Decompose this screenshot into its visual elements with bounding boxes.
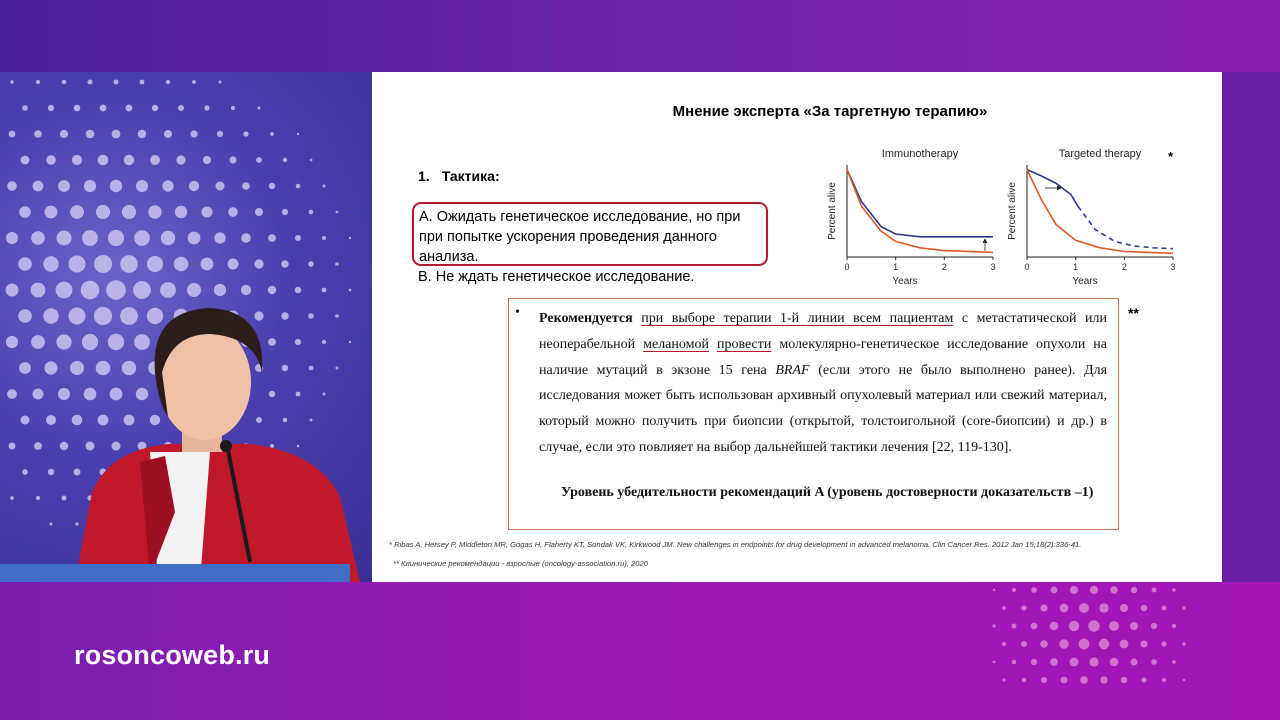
decor-dot [1040, 604, 1047, 611]
x-tick-label: 0 [844, 262, 850, 272]
option-a-box [412, 202, 768, 266]
x-axis-label: Years [1072, 276, 1098, 287]
decor-dot [1152, 588, 1157, 593]
decor-dot [1022, 678, 1027, 683]
decor-dot [1182, 642, 1185, 645]
decor-dot [1162, 606, 1167, 611]
decor-dot [1151, 623, 1157, 629]
recommendation-box [508, 298, 1119, 530]
rec-text: (если этого не было выполнено ранее). Для исследования может быть использован архивный опухолевый материал или свежий материал, который можно получить при биопсии (открытой, толстоигольной (core-биопсии) и др.) в случае, если это повлияет на выбор дальнейшей тактики лечения [22, 119-130]. [539, 362, 1108, 455]
decor-dot [1141, 605, 1148, 612]
decor-dot [1002, 642, 1006, 646]
bullet: • [515, 305, 520, 320]
decor-dot [1130, 658, 1137, 665]
decor-dot [1069, 621, 1079, 631]
site-brand[interactable]: rosoncoweb.ru [74, 640, 271, 670]
decor-dot [1070, 658, 1079, 667]
decor-dot [992, 624, 995, 627]
chart-title: Immunotherapy [881, 148, 959, 160]
rec-text: молекулярно-генетическое исследование опухоли на наличие мутаций в экзоне 15 гена [539, 336, 1107, 378]
slide-title: Мнение эксперта «За таргетную терапию» [672, 103, 988, 120]
decor-dot [1130, 622, 1138, 630]
x-tick-label: 1 [893, 262, 899, 272]
decor-dot [1050, 622, 1059, 631]
decor-dot [1131, 587, 1137, 593]
decor-dot [1059, 639, 1068, 648]
decor-dot [1061, 677, 1068, 684]
y-axis-label: Percent alive [827, 182, 838, 240]
decor-dot [1012, 660, 1017, 665]
decor-dot [1031, 587, 1037, 593]
decor-dot [1021, 641, 1027, 647]
decor-dot [1161, 641, 1166, 646]
decor-dot [1040, 640, 1048, 648]
decor-dot [1041, 677, 1047, 683]
presentation-slide [372, 72, 1222, 582]
x-axis-label: Years [892, 276, 918, 287]
decor-dot [1031, 623, 1038, 630]
speaker-video [0, 72, 372, 582]
decor-dot [1109, 621, 1119, 631]
survival-charts [812, 142, 1192, 302]
y-axis-label: Percent alive [1007, 182, 1018, 240]
top-banner [0, 0, 1280, 72]
decor-dot [1088, 620, 1099, 631]
decor-dot [993, 661, 996, 664]
speaker-figure [0, 72, 372, 582]
decor-dot [1012, 624, 1017, 629]
chart-footnote-mark: * [1168, 149, 1174, 164]
bottom-banner [0, 582, 1280, 720]
tactic-number: 1. [418, 168, 430, 184]
decor-dot [1183, 679, 1185, 681]
option-a-line: А. Ожидать генетическое исследование, но при [419, 209, 741, 225]
reference-2: ** Клинические рекомендации - взрослые (oncology-association.ru), 2020 [393, 559, 648, 568]
option-a-line: при попытке ускорения проведения данного [419, 229, 717, 245]
rec-footnote-mark: ** [1128, 305, 1139, 321]
rec-underline: провести [716, 336, 772, 352]
option-a-line: анализа. [419, 249, 479, 265]
rec-text: с метастатической или неоперабельной [539, 311, 1108, 352]
decor-dot [1050, 658, 1058, 666]
decor-dot [1012, 588, 1016, 592]
decor-dot [1051, 587, 1058, 594]
series-line [1027, 170, 1173, 254]
series-line [847, 170, 993, 237]
decor-dot [1090, 586, 1098, 594]
decor-dot [1172, 660, 1176, 664]
decor-dot [1182, 606, 1185, 609]
decor-dot [1099, 603, 1108, 612]
decor-dot [1070, 586, 1078, 594]
decor-dot [1099, 639, 1109, 649]
decor-dot [1080, 676, 1088, 684]
decor-dot [1121, 677, 1128, 684]
decor-dot [1151, 659, 1157, 665]
decor-dot [1100, 676, 1107, 683]
rec-underline: при выборе терапии 1-й линии всем пациентам [641, 311, 954, 326]
decor-dot [1120, 640, 1129, 649]
x-tick-label: 3 [990, 262, 996, 272]
series-line [1078, 206, 1173, 248]
decor-dot [1162, 678, 1166, 682]
recommendation-text [539, 306, 1107, 461]
decor-dot [1141, 677, 1146, 682]
x-tick-label: 2 [941, 262, 947, 272]
decor-dot [1003, 679, 1006, 682]
decor-dot [1110, 658, 1119, 667]
reference-1: * Ribas A, Hersey P, Middleton MR, Gogas H, Flaherty KT, Sondak VK, Kirkwood JM. New challenges in endpoints for drug development in advanced melanoma. Clin Cancer Res. 2012 Jan 15;18(2):336-41. [389, 540, 1082, 549]
x-tick-label: 2 [1121, 262, 1127, 272]
decor-dot [1141, 641, 1148, 648]
option-b: В. Не ждать генетическое исследование. [418, 269, 695, 285]
decor-dot [1089, 657, 1098, 666]
gene-name: BRAF [775, 362, 810, 378]
decor-dot [993, 589, 995, 591]
decor-dot [1002, 606, 1006, 610]
decor-dot [1079, 639, 1090, 650]
decor-dot [1031, 659, 1037, 665]
decor-dot [1110, 586, 1118, 594]
x-tick-label: 1 [1073, 262, 1079, 272]
rec-bold-start: Рекомендуется [539, 311, 633, 326]
x-tick-label: 0 [1024, 262, 1030, 272]
decor-dot [1060, 604, 1069, 613]
decor-dot [1172, 624, 1176, 628]
tactic-label: Тактика: [441, 168, 500, 184]
tactic-heading [418, 168, 500, 184]
decor-dot [1021, 605, 1027, 611]
decor-dots [980, 582, 1240, 720]
decor-dot [1079, 603, 1089, 613]
chart-title: Targeted therapy [1058, 148, 1142, 160]
evidence-level: Уровень убедительности рекомендаций A (уровень достоверности доказательств –1) [561, 485, 1094, 500]
x-tick-label: 3 [1170, 262, 1176, 272]
decor-dot [1120, 604, 1128, 612]
rec-underline: меланомой [643, 336, 709, 352]
decor-dot [1172, 588, 1175, 591]
